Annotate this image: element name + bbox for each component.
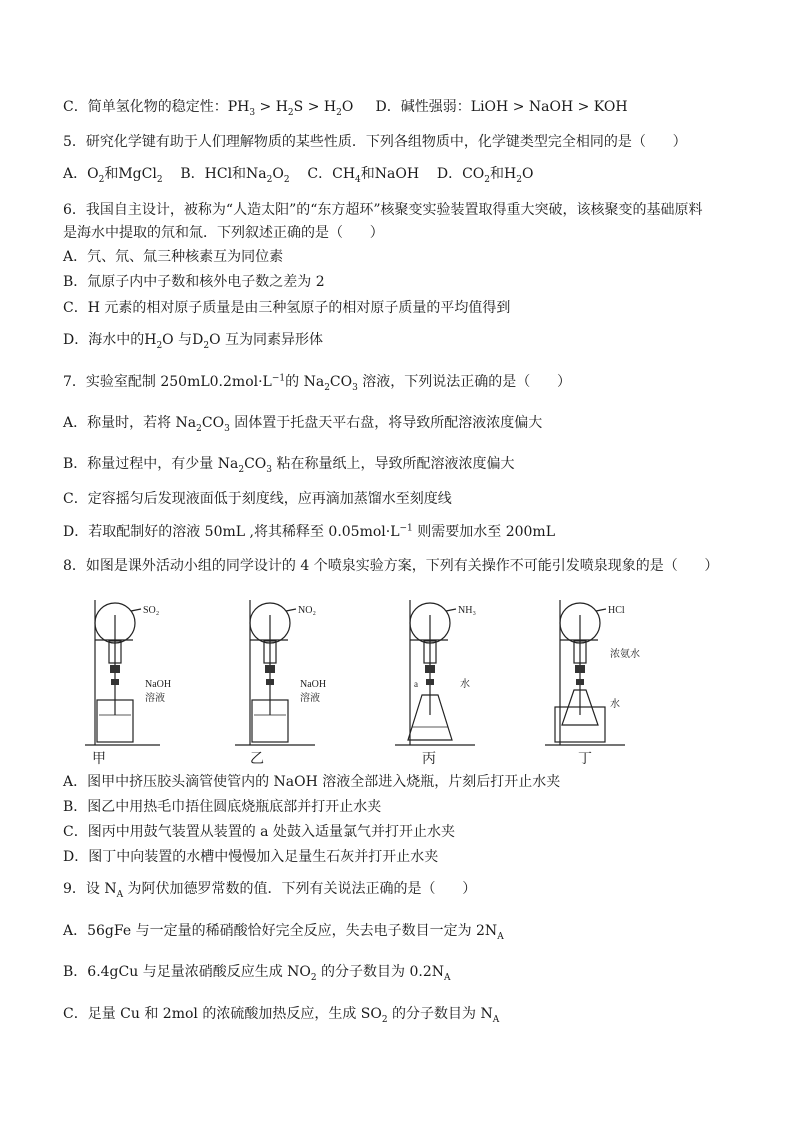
line-q8c: C．图丙中用鼓气装置从装置的 a 处鼓入适量氯气并打开止水夹 <box>63 824 455 840</box>
line-q7b: B．称量过程中，有少量 $Na_2CO_3$ 粘在称量纸上，导致所配溶液浓度偏大 <box>63 456 515 475</box>
line-q7c: C．定容摇匀后发现液面低于刻度线，应再滴加蒸馏水至刻度线 <box>63 491 452 507</box>
line-q6c: C．H 元素的相对原子质量是由三种氢原子的相对原子质量的平均值得到 <box>63 300 511 316</box>
line-q7d: D．若取配制好的溶液 50mL ,将其稀释至 $0.05mol\cdot L^{-1}$ 则需要加水至 200mL <box>63 523 555 540</box>
line-q7a: A．称量时，若将 $Na_2CO_3$ 固体置于托盘天平右盘，将导致所配溶液浓度偏大 <box>63 415 543 434</box>
valve-a-label: a <box>414 679 418 689</box>
line-q6-2: 是海水中提取的氘和氚．下列叙述正确的是（ ） <box>63 225 384 241</box>
liquid-label: 水 <box>460 679 470 690</box>
liquid-label: 溶液 <box>300 693 320 704</box>
line-q6b: B．氚原子内中子数和核外电子数之差为 2 <box>63 274 325 290</box>
label-leader <box>446 609 456 611</box>
line-q7: 7．实验室配制 $250mL0.2mol\cdot L^{-1}$的 $Na_2CO_3$ 溶液，下列说法正确的是（ ） <box>63 373 572 393</box>
line-q6a: A．氕、氘、氚三种核素互为同位素 <box>63 249 284 265</box>
rubber-tube-clip <box>426 679 434 685</box>
gas-label: NH₃ <box>458 605 476 616</box>
stopper <box>425 665 435 673</box>
rubber-tube-clip <box>111 679 119 685</box>
liquid-label: NaOH <box>300 679 327 690</box>
gas-label: NO₂ <box>298 605 316 616</box>
line-q8a: A．图甲中挤压胶头滴管使管内的 NaOH 溶液全部进入烧瓶，片刻后打开止水夹 <box>63 774 561 790</box>
line-q9c: C．足量 Cu 和 2mol 的浓硫酸加热反应，生成 $SO_2$ 的分子数目为 $N_A$ <box>63 1006 500 1025</box>
stopper <box>575 665 585 673</box>
line-q6d: D．海水中的$H_2O$ 与$D_2O$ 互为同素异形体 <box>63 332 323 351</box>
line-q5: 5．研究化学键有助于人们理解物质的某些性质．下列各组物质中，化学键类型完全相同的是（ ） <box>63 134 687 150</box>
gas-label: SO₂ <box>143 605 160 616</box>
line-q8: 8．如图是课外活动小组的同学设计的 4 个喷泉实验方案，下列有关操作不可能引发喷泉现象的是（ ） <box>63 558 719 574</box>
caption-jia: 甲 <box>92 751 106 767</box>
line-q8b: B．图乙中用热毛巾捂住圆底烧瓶底部并打开止水夹 <box>63 799 382 815</box>
caption-ding: 丁 <box>578 751 592 767</box>
liquid-label: NaOH <box>145 679 172 690</box>
line-q9b: B．6.4gCu 与足量浓硝酸反应生成 $NO_2$ 的分子数目为 $0.2N_A$ <box>63 964 451 983</box>
label-leader <box>596 609 606 611</box>
rubber-tube-clip <box>576 679 584 685</box>
line-q8d: D．图丁中向装置的水槽中慢慢加入足量生石灰并打开止水夹 <box>63 849 439 865</box>
rubber-tube-clip <box>266 679 274 685</box>
caption-yi: 乙 <box>250 751 264 767</box>
label-leader <box>131 609 141 611</box>
stopper <box>265 665 275 673</box>
line-q6: 6．我国自主设计，被称为“人造太阳”的“东方超环”核聚变实验装置取得重大突破，该核聚变的基础原料 <box>63 202 703 218</box>
line-q9: 9．设 $N_A$ 为阿伏加德罗常数的值．下列有关说法正确的是（ ） <box>63 881 477 900</box>
line-c4: C．简单氢化物的稳定性：$PH_3 > H_2S > H_2O$ D．碱性强弱：LiOH > NaOH > KOH <box>63 99 628 118</box>
stopper <box>110 665 120 673</box>
liquid-label: 浓氨水 <box>610 649 640 660</box>
liquid-label: 水 <box>610 699 620 710</box>
label-leader <box>286 609 296 611</box>
caption-bing: 丙 <box>422 751 436 767</box>
line-q5-opts: A．$O_2$和MgCl$_2$ B．HCl和$Na_2O_2$ C．$CH_4$和NaOH D．$CO_2$和$H_2O$ <box>63 166 534 185</box>
fountain-experiment-figure <box>85 595 685 765</box>
line-q9a: A．56gFe 与一定量的稀硝酸恰好完全反应，失去电子数目一定为 $2N_A$ <box>63 923 504 942</box>
gas-label: HCl <box>608 605 625 616</box>
liquid-label: 溶液 <box>145 693 165 704</box>
